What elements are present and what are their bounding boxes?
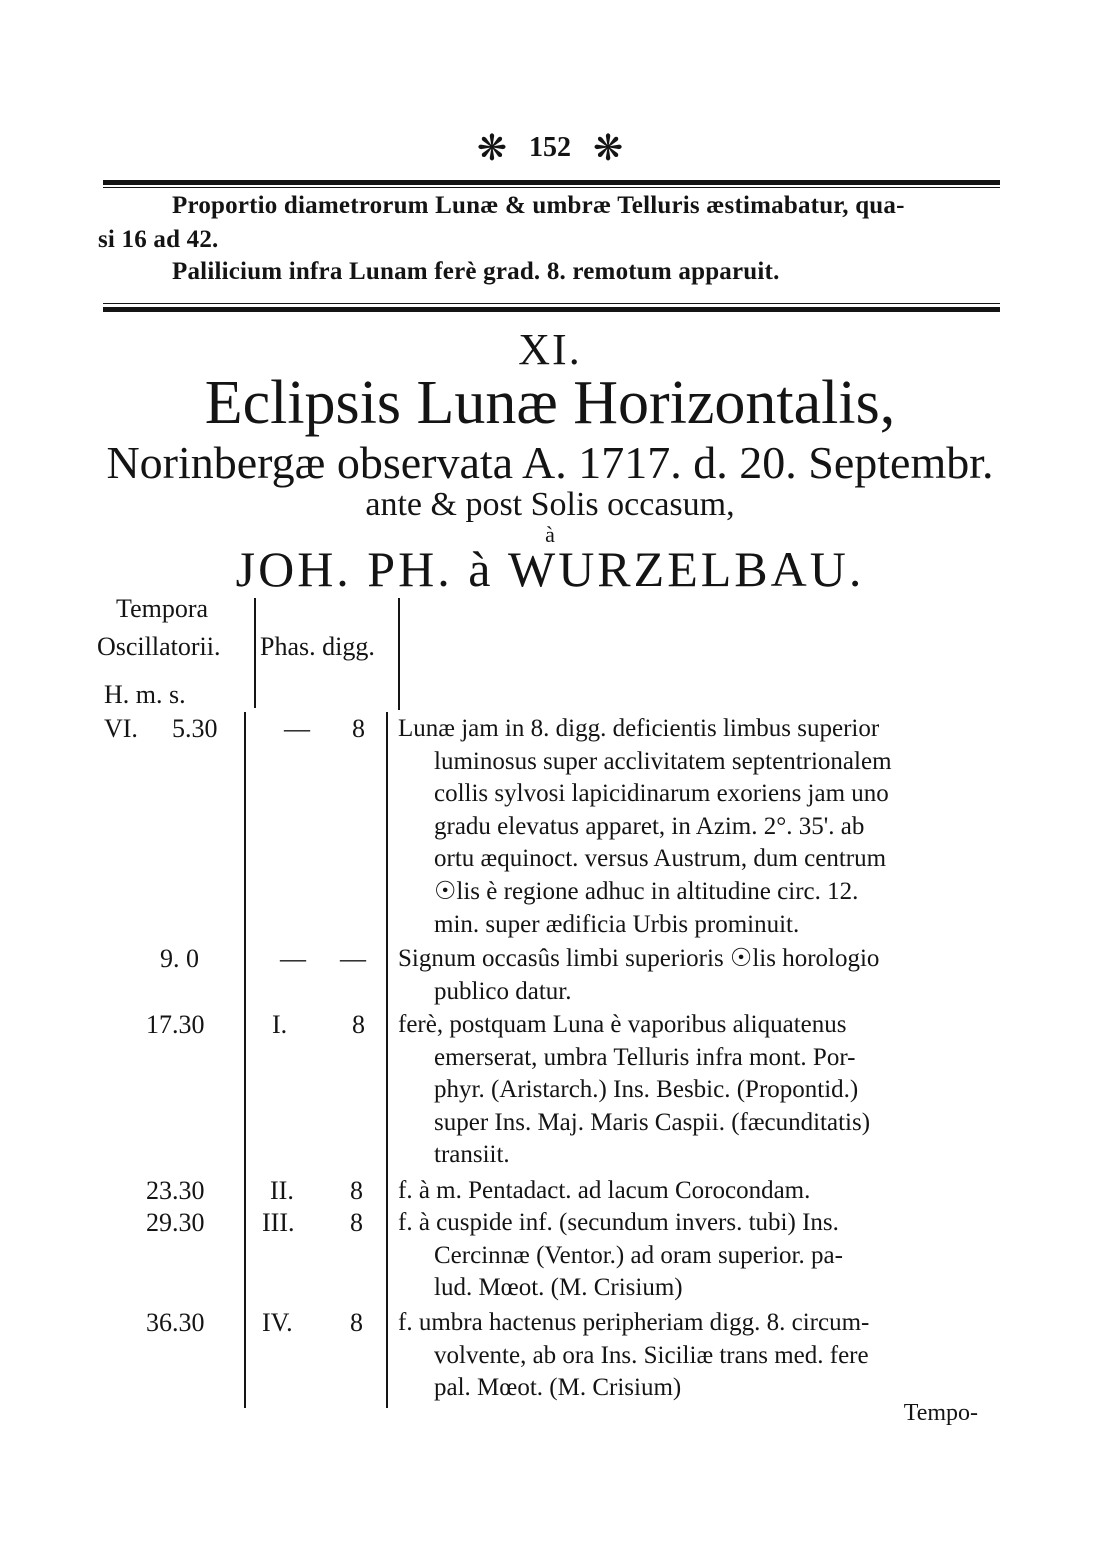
row-3-line-2: emerserat, umbra Telluris infra mont. Por-	[434, 1043, 856, 1071]
row-1-digg: 8	[352, 714, 365, 743]
section-subtitle-2: ante & post Solis occasum,	[365, 486, 735, 523]
section-rule-thin	[103, 303, 1000, 304]
note-line-2: si 16 ad 42.	[98, 226, 219, 253]
time-units: H. m. s.	[104, 680, 186, 709]
row-2-description	[398, 943, 998, 1008]
row-1-line-5: ortu æquinoct. versus Austrum, dum centrum	[434, 845, 887, 873]
column-divider-2-top	[398, 598, 400, 710]
row-5-line-3: lud. Mœot. (M. Crisium)	[434, 1274, 683, 1302]
row-1-line-3: collis sylvosi lapicidinarum exoriens jam uno	[434, 780, 889, 808]
ornament-left-icon: ❋	[476, 128, 507, 168]
row-2-digg: —	[340, 944, 366, 973]
row-5-phase: III.	[262, 1208, 295, 1237]
row-4-phase: II.	[270, 1176, 294, 1205]
page-header	[0, 128, 1100, 168]
author-preposition: à	[545, 522, 555, 547]
row-6-time: 36.30	[146, 1308, 205, 1337]
row-3-time: 17.30	[146, 1010, 205, 1039]
row-5-line-2: Cercinnæ (Ventor.) ad oram superior. pa-	[434, 1241, 843, 1269]
row-5-digg: 8	[350, 1208, 363, 1237]
row-1-hour: VI.	[104, 714, 138, 743]
section-rule	[103, 307, 1000, 312]
row-6-digg: 8	[350, 1308, 363, 1337]
row-4-line-1: f. à m. Pentadact. ad lacum Corocondam.	[398, 1177, 811, 1204]
row-1-line-4: gradu elevatus apparet, in Azim. 2°. 35'. ab	[434, 812, 865, 840]
row-5-time: 29.30	[146, 1208, 205, 1237]
row-1-description	[398, 713, 998, 941]
row-1-phase: —	[284, 714, 310, 743]
time-header-1: Tempora	[116, 594, 209, 623]
column-divider-1-top	[254, 598, 256, 708]
row-3-line-3: phyr. (Aristarch.) Ins. Besbic. (Propontid.)	[434, 1076, 859, 1104]
row-3-line-4: super Ins. Maj. Maris Caspii. (fæcunditatis)	[434, 1108, 871, 1136]
time-header-2: Oscillatorii.	[97, 632, 221, 661]
column-divider-2	[386, 712, 388, 1408]
row-4-description	[398, 1175, 998, 1208]
row-2-time: 9. 0	[160, 944, 199, 973]
row-2-line-1: Signum occasûs limbi superioris ☉lis horologio	[398, 945, 880, 972]
column-divider-1	[244, 712, 246, 1408]
row-6-line-2: volvente, ab ora Ins. Siciliæ trans med. fere	[434, 1341, 869, 1369]
row-2-line-2: publico datur.	[434, 977, 572, 1005]
row-3-description	[398, 1009, 998, 1172]
row-1-time: 5.30	[172, 714, 218, 743]
row-1-line-2: luminosus super acclivitatem septentrionalem	[434, 747, 892, 775]
row-4-time: 23.30	[146, 1176, 205, 1205]
row-3-digg: 8	[352, 1010, 365, 1039]
row-3-phase: I.	[272, 1010, 288, 1039]
note-line-1: Proportio diametrorum Lunæ & umbræ Telluris æstimabatur, qua-	[172, 192, 905, 219]
row-1-line-7: min. super ædificia Urbis prominuit.	[434, 910, 800, 938]
section-title: Eclipsis Lunæ Horizontalis,	[204, 369, 896, 437]
author-name: JOH. PH. à WURZELBAU.	[235, 541, 865, 597]
header-rule-thin	[103, 187, 1000, 188]
row-5-description	[398, 1207, 998, 1305]
ornament-right-icon: ❋	[593, 128, 624, 168]
section-number: XI.	[518, 325, 582, 374]
row-3-line-1: ferè, postquam Luna è vaporibus aliquatenus	[398, 1011, 847, 1038]
row-1-line-1: Lunæ jam in 8. digg. deficientis limbus superior	[398, 715, 880, 742]
row-3-line-5: transiit.	[434, 1141, 510, 1169]
row-6-line-3: pal. Mœot. (M. Crisium)	[434, 1374, 682, 1402]
note-line-3: Palilicium infra Lunam ferè grad. 8. remotum apparuit.	[172, 258, 780, 285]
row-6-description	[398, 1307, 998, 1405]
row-1-line-6: ☉lis è regione adhuc in altitudine circ. 12.	[434, 877, 859, 905]
catchword: Tempo-	[903, 1400, 978, 1426]
row-4-digg: 8	[350, 1176, 363, 1205]
header-rule	[103, 180, 1000, 185]
row-6-phase: IV.	[262, 1308, 293, 1337]
row-2-phase: —	[280, 944, 306, 973]
phase-header: Phas. digg.	[260, 632, 375, 661]
section-subtitle: Norinbergæ observata A. 1717. d. 20. Septembr.	[106, 437, 994, 488]
row-6-line-1: f. umbra hactenus peripheriam digg. 8. circum-	[398, 1309, 870, 1336]
row-5-line-1: f. à cuspide inf. (secundum invers. tubi) Ins.	[398, 1209, 839, 1236]
page-number: 152	[529, 132, 571, 163]
